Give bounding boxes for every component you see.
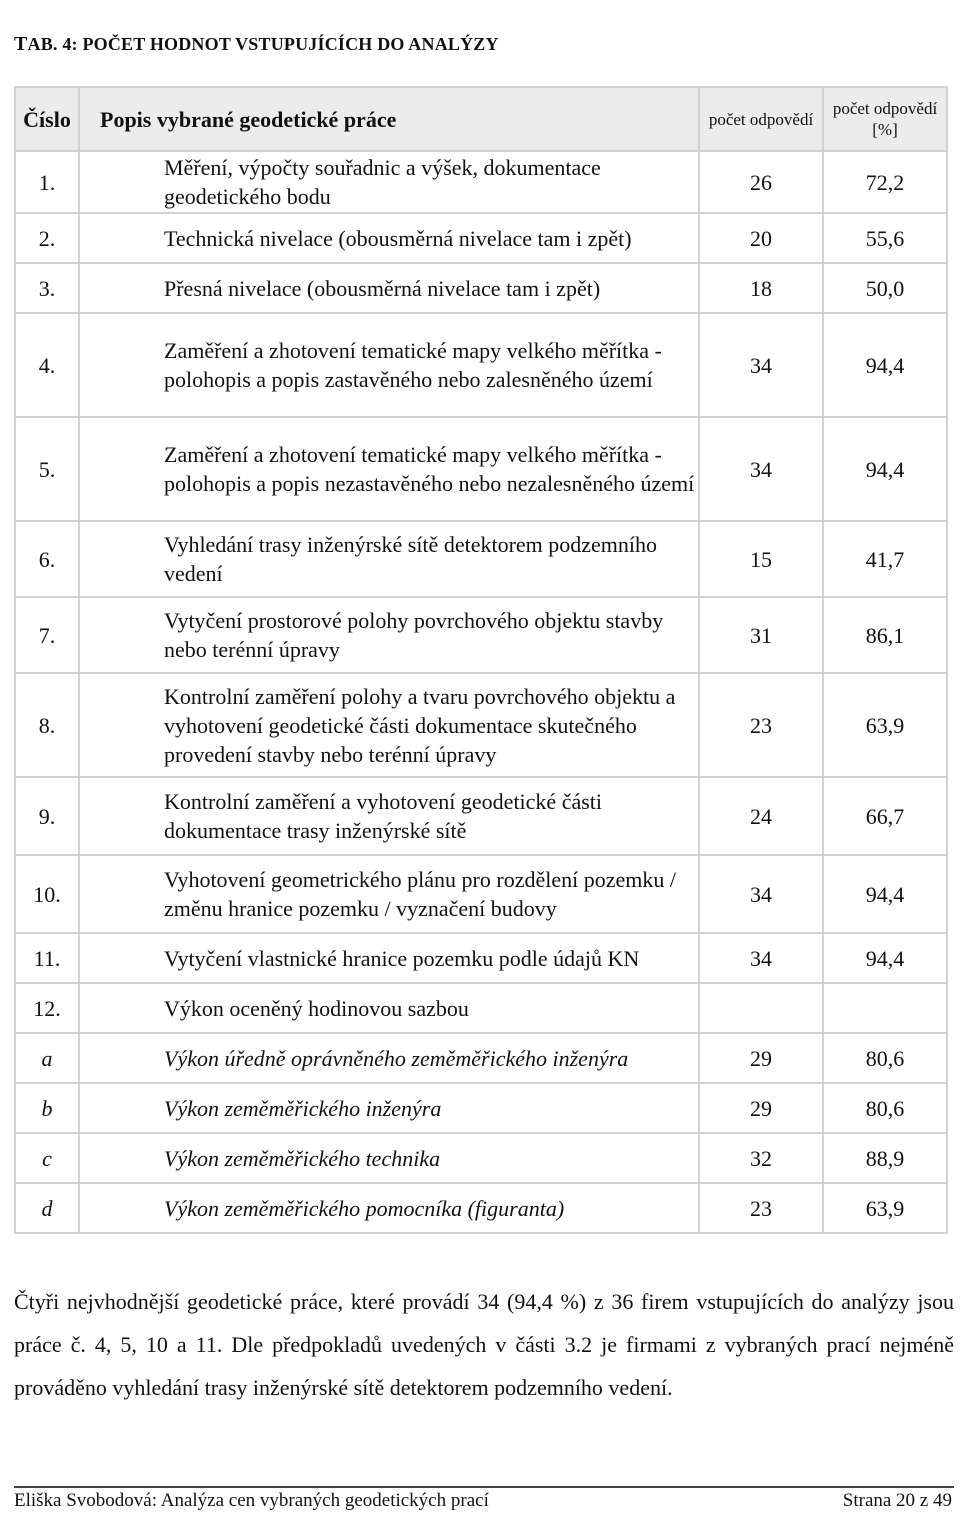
table-row bbox=[15, 673, 947, 777]
header-cislo: Číslo bbox=[15, 87, 79, 151]
row-count: 31 bbox=[699, 597, 823, 673]
data-table bbox=[14, 86, 948, 1234]
footer-author-title: Eliška Svobodová: Analýza cen vybraných geodetických prací bbox=[14, 1490, 489, 1511]
row-percent: 80,6 bbox=[823, 1083, 947, 1133]
table-row bbox=[15, 597, 947, 673]
row-description: Zaměření a zhotovení tematické mapy velkého měřítka - polohopis a popis nezastavěného nebo nezalesněného území bbox=[79, 417, 699, 521]
header-procent: počet odpovědí [%] bbox=[823, 87, 947, 151]
table-row bbox=[15, 313, 947, 417]
table-row bbox=[15, 263, 947, 313]
row-number: 4. bbox=[15, 313, 79, 417]
row-number: 10. bbox=[15, 855, 79, 933]
row-number: b bbox=[15, 1083, 79, 1133]
row-count: 24 bbox=[699, 777, 823, 855]
footer-page-number: Strana 20 z 49 bbox=[842, 1490, 952, 1511]
row-description: Výkon oceněný hodinovou sazbou bbox=[79, 983, 699, 1033]
row-number: 9. bbox=[15, 777, 79, 855]
caption-prefix: T bbox=[14, 33, 28, 55]
row-description: Kontrolní zaměření polohy a tvaru povrchového objektu a vyhotovení geodetické části dokumentace skutečného provedení stavby nebo terénní úpravy bbox=[79, 673, 699, 777]
row-count bbox=[699, 983, 823, 1033]
row-number: 11. bbox=[15, 933, 79, 983]
row-count: 26 bbox=[699, 151, 823, 213]
table-row bbox=[15, 1133, 947, 1183]
table-row bbox=[15, 417, 947, 521]
row-number: 3. bbox=[15, 263, 79, 313]
row-description: Výkon zeměměřického inženýra bbox=[79, 1083, 699, 1133]
caption-text: AB. 4: POČET HODNOT VSTUPUJÍCÍCH DO ANALÝZY bbox=[27, 34, 499, 54]
row-percent: 50,0 bbox=[823, 263, 947, 313]
row-description: Měření, výpočty souřadnic a výšek, dokumentace geodetického bodu bbox=[79, 151, 699, 213]
row-number: 1. bbox=[15, 151, 79, 213]
table-row bbox=[15, 521, 947, 597]
row-description: Technická nivelace (obousměrná nivelace tam i zpět) bbox=[79, 213, 699, 263]
row-percent: 94,4 bbox=[823, 313, 947, 417]
row-percent: 55,6 bbox=[823, 213, 947, 263]
row-count: 20 bbox=[699, 213, 823, 263]
table-row bbox=[15, 1083, 947, 1133]
row-count: 29 bbox=[699, 1033, 823, 1083]
row-count: 32 bbox=[699, 1133, 823, 1183]
row-number: c bbox=[15, 1133, 79, 1183]
row-count: 34 bbox=[699, 855, 823, 933]
row-description: Vytyčení vlastnické hranice pozemku podle údajů KN bbox=[79, 933, 699, 983]
row-count: 34 bbox=[699, 933, 823, 983]
table-row bbox=[15, 213, 947, 263]
table-row bbox=[15, 855, 947, 933]
row-count: 34 bbox=[699, 417, 823, 521]
row-description: Vytyčení prostorové polohy povrchového objektu stavby nebo terénní úpravy bbox=[79, 597, 699, 673]
row-number: 8. bbox=[15, 673, 79, 777]
row-number: d bbox=[15, 1183, 79, 1233]
row-description: Výkon úředně oprávněného zeměměřického inženýra bbox=[79, 1033, 699, 1083]
table-header-row bbox=[15, 87, 947, 151]
row-percent: 66,7 bbox=[823, 777, 947, 855]
table-row bbox=[15, 151, 947, 213]
row-number: a bbox=[15, 1033, 79, 1083]
table-row bbox=[15, 777, 947, 855]
table-row bbox=[15, 933, 947, 983]
row-percent: 94,4 bbox=[823, 855, 947, 933]
header-pocet: počet odpovědí bbox=[699, 87, 823, 151]
row-description: Vyhotovení geometrického plánu pro rozdělení pozemku / změnu hranice pozemku / vyznačení budovy bbox=[79, 855, 699, 933]
row-count: 23 bbox=[699, 673, 823, 777]
row-percent: 41,7 bbox=[823, 521, 947, 597]
row-count: 29 bbox=[699, 1083, 823, 1133]
row-number: 12. bbox=[15, 983, 79, 1033]
row-percent: 94,4 bbox=[823, 933, 947, 983]
table-body bbox=[15, 151, 947, 1233]
body-paragraph: Čtyři nejvhodnější geodetické práce, které provádí 34 (94,4 %) z 36 firem vstupujících do analýzy jsou práce č. 4, 5, 10 a 11. Dle předpokladů uvedených v části 3.2 je firmami z vybraných prací nejméně prováděno vyhledání trasy inženýrské sítě detektorem podzemního vedení. bbox=[14, 1289, 954, 1400]
row-description: Přesná nivelace (obousměrná nivelace tam i zpět) bbox=[79, 263, 699, 313]
row-count: 23 bbox=[699, 1183, 823, 1233]
row-percent: 94,4 bbox=[823, 417, 947, 521]
row-number: 6. bbox=[15, 521, 79, 597]
row-description: Zaměření a zhotovení tematické mapy velkého měřítka - polohopis a popis zastavěného nebo zalesněného území bbox=[79, 313, 699, 417]
row-description: Kontrolní zaměření a vyhotovení geodetické části dokumentace trasy inženýrské sítě bbox=[79, 777, 699, 855]
row-percent bbox=[823, 983, 947, 1033]
row-count: 34 bbox=[699, 313, 823, 417]
table-row bbox=[15, 1033, 947, 1083]
row-number: 5. bbox=[15, 417, 79, 521]
header-popis: Popis vybrané geodetické práce bbox=[79, 87, 699, 151]
row-percent: 72,2 bbox=[823, 151, 947, 213]
row-description: Vyhledání trasy inženýrské sítě detektorem podzemního vedení bbox=[79, 521, 699, 597]
row-percent: 80,6 bbox=[823, 1033, 947, 1083]
row-description: Výkon zeměměřického technika bbox=[79, 1133, 699, 1183]
row-description: Výkon zeměměřického pomocníka (figuranta) bbox=[79, 1183, 699, 1233]
row-percent: 63,9 bbox=[823, 673, 947, 777]
row-number: 2. bbox=[15, 213, 79, 263]
row-percent: 63,9 bbox=[823, 1183, 947, 1233]
row-count: 18 bbox=[699, 263, 823, 313]
footer-rule bbox=[14, 1486, 954, 1488]
table-caption bbox=[14, 33, 499, 56]
row-count: 15 bbox=[699, 521, 823, 597]
table-row bbox=[15, 1183, 947, 1233]
row-number: 7. bbox=[15, 597, 79, 673]
table-row bbox=[15, 983, 947, 1033]
row-percent: 86,1 bbox=[823, 597, 947, 673]
row-percent: 88,9 bbox=[823, 1133, 947, 1183]
